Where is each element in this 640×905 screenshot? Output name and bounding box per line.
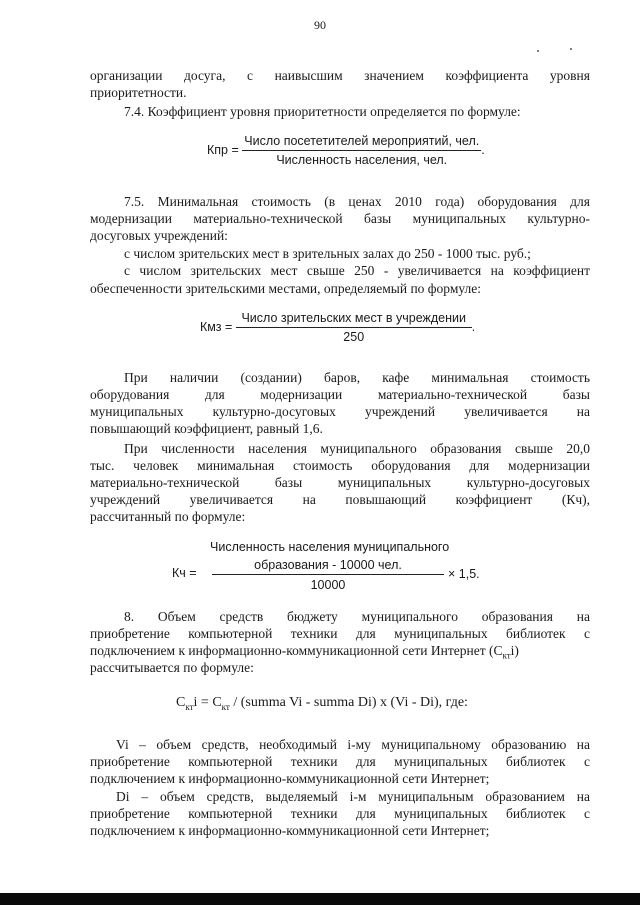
paragraph-line: приобретение компьютерной техники для муниципальных библиотек с [90, 806, 590, 821]
paragraph-line: тыс. человек минимальная стоимость оборудования для модернизации [90, 458, 590, 473]
paragraph-line: приобретение компьютерной техники для муниципальных библиотек с [90, 626, 590, 641]
formula-kmz [200, 311, 475, 344]
paragraph-line: досуговых учреждений: [90, 228, 228, 243]
subscript: кт [185, 701, 194, 712]
paragraph-7-4: 7.4. Коэффициент уровня приоритетности определяется по формуле: [124, 104, 521, 119]
fraction-denominator: 10000 [310, 578, 346, 592]
paragraph-line: При наличии (создании) баров, кафе минимальная стоимость [124, 370, 590, 385]
paragraph-line: повышающий коэффициент, равный 1,6. [90, 421, 323, 436]
formula-tail: . [471, 319, 476, 334]
fraction-denominator: Численность населения, чел. [276, 153, 448, 167]
subscript: кт [221, 701, 230, 712]
scan-speck [537, 50, 539, 52]
paragraph-line: 8. Объем средств бюджету муниципального образования на [124, 609, 590, 624]
paragraph-line: рассчитанный по формуле: [90, 509, 246, 524]
paragraph-line: организации досуга, с наивысшим значением коэффициента уровня [90, 68, 590, 83]
paragraph-line: Di – объем средств, выделяемый i-м муниципальным образованием на [116, 789, 590, 804]
paragraph-line: При численности населения муниципального образования свыше 20,0 [124, 441, 590, 456]
paragraph-line: рассчитывается по формуле: [90, 660, 254, 675]
fraction-numerator: Число зрительских мест в учреждении [236, 311, 472, 328]
paragraph-line-text: подключением к информационно-коммуникационной сети Интернет (C [90, 643, 503, 658]
paragraph-line: Vi – объем средств, необходимый i-му муниципальному образованию на [116, 737, 590, 752]
paragraph-line: подключением к информационно-коммуникационной сети Интернет; [90, 823, 490, 838]
formula-tail: × 1,5. [448, 567, 480, 581]
paragraph-line: учреждений увеличивается на повышающий коэффициент (Кч), [90, 492, 590, 507]
formula-symbol: C [176, 695, 186, 710]
paragraph-line: с числом зрительских мест свыше 250 - увеличивается на коэффициент [124, 263, 590, 278]
fraction-denominator: 250 [343, 330, 365, 344]
scan-edge-bar [0, 893, 640, 905]
subscript: кт [502, 650, 511, 661]
scan-speck [570, 48, 572, 50]
formula-lhs: Кпр = [207, 142, 239, 157]
formula-text: i = C [193, 695, 222, 710]
paragraph-line: муниципальных культурно-досуговых учреждений увеличивается на [90, 404, 590, 419]
page-number: 90 [314, 18, 326, 32]
paragraph-line: оборудования для модернизации материально-технической базы [90, 387, 590, 402]
paragraph-line: с числом зрительских мест в зрительных залах до 250 - 1000 тыс. руб.; [124, 246, 531, 261]
formula-text: / (summa Vi - summa Di) x (Vi - Di), где: [229, 695, 468, 710]
paragraph-line: материально-технической базы муниципальных культурно-досуговых [90, 475, 590, 490]
paragraph-line: подключением к информационно-коммуникационной сети Интернет; [90, 771, 490, 786]
paragraph-line: обеспеченности зрительскими местами, определяемый по формуле: [90, 281, 482, 296]
formula-lhs: Кч = [172, 566, 197, 580]
paragraph-line: модернизации материально-технической базы муниципальных культурно- [90, 211, 590, 226]
formula-kpr [207, 134, 485, 167]
paragraph-line: приобретение компьютерной техники для муниципальных библиотек с [90, 754, 590, 769]
formula-tail: . [481, 142, 485, 157]
formula-ckt [176, 695, 468, 712]
fraction [236, 311, 472, 344]
formula-lhs: Кмз = [200, 319, 233, 334]
fraction-numerator: Число посететителей мероприятий, чел. [242, 134, 481, 151]
formula-kch-top: Численность населения муниципального [210, 540, 450, 554]
paragraph-line: приоритетности. [90, 85, 187, 100]
fraction [242, 134, 481, 167]
paragraph-line-text: i) [510, 643, 519, 658]
paragraph-line: 7.5. Минимальная стоимость (в ценах 2010 года) оборудования для [124, 194, 590, 209]
fraction-numerator: образования - 10000 чел. [212, 558, 444, 575]
